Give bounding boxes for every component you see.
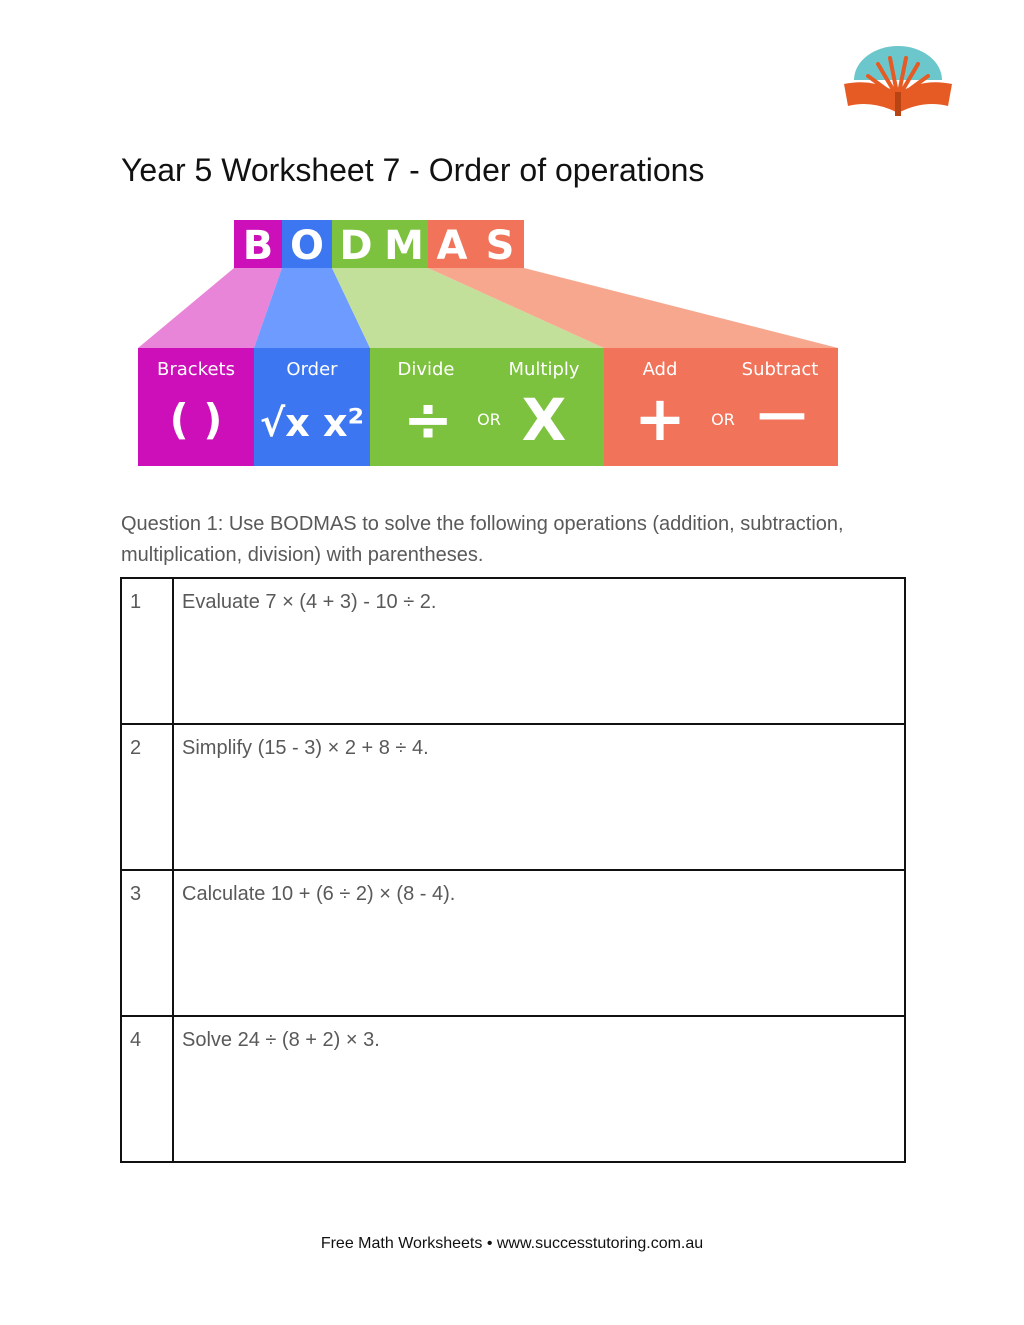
row-number: 1 bbox=[121, 578, 173, 724]
letter-m: M bbox=[384, 223, 424, 269]
letter-b: B bbox=[242, 223, 274, 269]
table-row bbox=[121, 1016, 905, 1162]
row-number: 4 bbox=[121, 1016, 173, 1162]
problem-text: Solve 24 ÷ (8 + 2) × 3. bbox=[173, 1016, 905, 1162]
letter-s: S bbox=[485, 223, 515, 269]
divide-label: Divide bbox=[397, 359, 455, 380]
brackets-symbol: ( ) bbox=[169, 395, 223, 444]
or-label-as: OR bbox=[711, 410, 735, 429]
or-label-dm: OR bbox=[477, 410, 501, 429]
row-number: 2 bbox=[121, 724, 173, 870]
bodmas-letters bbox=[234, 220, 524, 269]
plus-icon: + bbox=[634, 382, 686, 455]
question-text: Question 1: Use BODMAS to solve the following operations (addition, subtraction, multiplication, division) with parentheses. bbox=[121, 513, 844, 566]
order-label: Order bbox=[286, 359, 338, 380]
table-row bbox=[121, 578, 905, 724]
minus-icon: — bbox=[757, 384, 807, 442]
table-row bbox=[121, 724, 905, 870]
letter-o: O bbox=[289, 223, 325, 269]
letter-a: A bbox=[436, 223, 468, 269]
table-row bbox=[121, 870, 905, 1016]
bodmas-infographic bbox=[136, 218, 840, 468]
order-symbol: √x x² bbox=[259, 401, 365, 445]
divide-icon: ÷ bbox=[402, 385, 454, 455]
multiply-label: Multiply bbox=[508, 359, 580, 380]
questions-table bbox=[120, 577, 906, 1163]
multiply-icon: X bbox=[521, 386, 567, 454]
letter-d: D bbox=[339, 223, 373, 269]
row-number: 3 bbox=[121, 870, 173, 1016]
brackets-label: Brackets bbox=[157, 359, 235, 380]
problem-text: Calculate 10 + (6 ÷ 2) × (8 - 4). bbox=[173, 870, 905, 1016]
problem-text: Simplify (15 - 3) × 2 + 8 ÷ 4. bbox=[173, 724, 905, 870]
page-title: Year 5 Worksheet 7 - Order of operations bbox=[121, 152, 705, 188]
footer-text: Free Math Worksheets • www.successtutoring.com.au bbox=[320, 1235, 704, 1252]
add-label: Add bbox=[642, 359, 678, 380]
success-tutoring-logo bbox=[838, 46, 958, 118]
problem-text: Evaluate 7 × (4 + 3) - 10 ÷ 2. bbox=[173, 578, 905, 724]
subtract-label: Subtract bbox=[741, 359, 819, 380]
